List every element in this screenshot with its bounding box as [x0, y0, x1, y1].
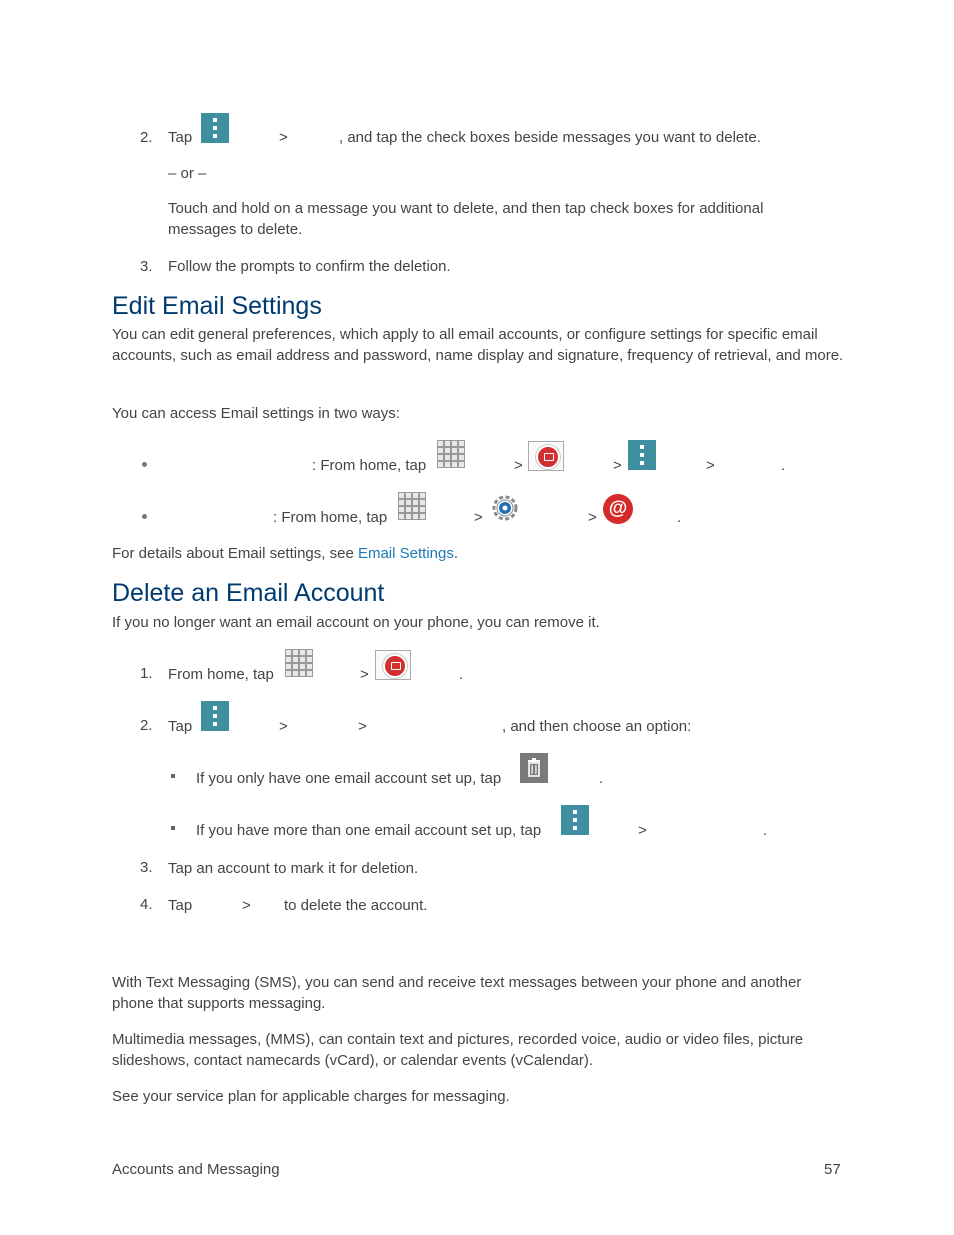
section-paragraph: You can edit general preferences, which apply to all email accounts, or configure settings for specific email accounts, such as email address and password, name display and signature, frequency of retrieval, and more.: [112, 326, 844, 364]
email-app-icon: [375, 650, 411, 680]
period: .: [459, 666, 464, 683]
separator: >: [514, 457, 523, 474]
details-prefix: For details about Email settings, see: [112, 545, 358, 562]
period: .: [781, 457, 786, 474]
period: .: [677, 509, 682, 526]
step-text: From home, tap: [168, 666, 274, 683]
step-number: 4.: [140, 896, 153, 913]
more-options-icon: [201, 113, 229, 143]
step-text: Tap an account to mark it for deletion.: [168, 860, 419, 877]
sub-step-text: If you have more than one email account set up, tap: [196, 822, 542, 839]
page-number: 57: [824, 1161, 841, 1178]
messaging-paragraph: See your service plan for applicable charges for messaging.: [112, 1088, 510, 1105]
separator: >: [588, 509, 597, 526]
settings-gear-icon: [490, 493, 520, 523]
bullet: [142, 462, 147, 467]
bullet: [142, 514, 147, 519]
more-options-icon: [628, 440, 656, 470]
separator: >: [279, 129, 288, 146]
step-text: Tap: [168, 129, 193, 146]
sub-step-text: If you only have one email account set up, tap: [196, 770, 502, 787]
step-text: Tap: [168, 897, 193, 914]
or-divider: – or –: [168, 165, 207, 182]
step-number: 2.: [140, 129, 153, 146]
step-text: to delete the account.: [284, 897, 428, 914]
step-text: Follow the prompts to confirm the deletion.: [168, 258, 451, 275]
separator: >: [279, 718, 288, 735]
bullet-text: : From home, tap: [273, 509, 388, 526]
step-text: , and then choose an option:: [502, 718, 692, 735]
messaging-paragraph: Multimedia messages, (MMS), can contain text and pictures, recorded voice, audio or video files, picture slideshows, contact namecards (vCard), or calendar events (vCalendar).: [112, 1031, 804, 1069]
separator: >: [613, 457, 622, 474]
more-options-icon: [561, 805, 589, 835]
messaging-paragraph: With Text Messaging (SMS), you can send and receive text messages between your phone and another phone that supports messaging.: [112, 974, 802, 1012]
email-settings-link[interactable]: Email Settings: [357, 545, 454, 562]
period: .: [599, 770, 604, 787]
bullet-text: : From home, tap: [312, 457, 427, 474]
separator: >: [358, 718, 367, 735]
email-app-icon: [528, 441, 564, 471]
section-heading: Edit Email Settings: [112, 292, 322, 320]
step-number: 3.: [140, 859, 153, 876]
apps-grid-icon: [437, 440, 467, 470]
details-suffix: .: [453, 545, 459, 562]
apps-grid-icon: [285, 649, 315, 679]
alternate-instruction: Touch and hold on a message you want to delete, and then tap check boxes for additional messages to delete.: [168, 200, 764, 238]
separator: >: [360, 666, 369, 683]
apps-grid-icon: [398, 492, 428, 522]
section-paragraph: You can access Email settings in two ways:: [112, 405, 400, 422]
separator: >: [638, 822, 647, 839]
sub-bullet: [171, 774, 175, 778]
step-number: 2.: [140, 717, 153, 734]
separator: >: [242, 897, 251, 914]
more-options-icon: [201, 701, 229, 731]
separator: >: [706, 457, 715, 474]
sub-bullet: [171, 826, 175, 830]
period: .: [763, 822, 768, 839]
step-number: 3.: [140, 258, 153, 275]
step-number: 1.: [140, 665, 153, 682]
step-text: Tap: [168, 718, 193, 735]
separator: >: [474, 509, 483, 526]
section-paragraph: If you no longer want an email account on your phone, you can remove it.: [112, 614, 600, 631]
footer-title: Accounts and Messaging: [112, 1161, 280, 1178]
accounts-at-icon: @: [603, 494, 633, 524]
step-text: , and tap the check boxes beside messages you want to delete.: [339, 129, 761, 146]
details-line: [112, 544, 458, 564]
trash-icon: [520, 753, 548, 783]
section-heading: Delete an Email Account: [112, 579, 385, 607]
